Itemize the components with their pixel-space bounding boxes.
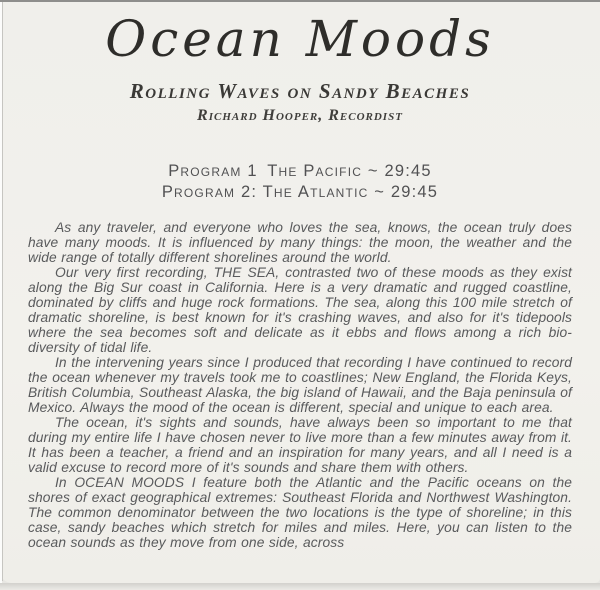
program-listing <box>28 161 572 203</box>
album-subtitle: Rolling Waves on Sandy Beaches <box>129 79 471 103</box>
program-line-1: Program 1 The Pacific ~ 29:45 <box>168 162 432 180</box>
page-title: Ocean Moods <box>105 10 495 68</box>
paragraph-2: Our very first recording, THE SEA, contrasted two of these moods as they exist along the Big Sur coast in California. Here is a very dramatic and rugged coastline, dominated by cliffs and huge rock formations. The sea, along this 100 mile stretch of dramatic shoreline, is best known for it's crashing waves, and also for it's tidepools where the sea becomes soft and delicate as it ebbs and flows among a rich bio-diversity of tidal life. <box>28 265 572 355</box>
scan-bottom-shadow <box>0 583 600 590</box>
paragraph-1: As any traveler, and everyone who loves the sea, knows, the ocean truly does have many moods. It is influenced by many things: the moon, the weather and the wide range of totally different shorelines around the world. <box>28 220 572 265</box>
page-content <box>0 10 600 583</box>
program-line-2: Program 2: The Atlantic ~ 29:45 <box>161 183 439 201</box>
scan-left-edge-line <box>2 2 3 581</box>
scan-top-edge <box>0 0 600 2</box>
paragraph-3: In the intervening years since I produced that recording I have continued to record the ocean whenever my travels took me to coastlines; New England, the Florida Keys, British Columbia, Southeast Alaska, the big island of Hawaii, and the Baja peninsula of Mexico. Always the mood of the ocean is different, special and unique to each area. <box>28 355 572 415</box>
paragraph-4: The ocean, it's sights and sounds, have always been so important to me that during my entire life I have chosen never to live more than a few minutes away from it. It has been a teacher, a friend and an inspiration for many years, and all I need is a valid excuse to record more of it's sounds and share them with others. <box>28 415 572 475</box>
booklet-paper <box>0 2 600 583</box>
liner-notes <box>28 220 572 550</box>
recordist-credit: Richard Hooper, Recordist <box>197 107 403 124</box>
paragraph-5: In OCEAN MOODS I feature both the Atlantic and the Pacific oceans on the shores of exact geographical extremes: Southeast Florida and Northwest Washington. The common denominator between the two locations is the type of shoreline; in this case, sandy beaches which stretch for miles and miles. Here, you can listen to the ocean sounds as they move from one side, across <box>28 475 572 550</box>
